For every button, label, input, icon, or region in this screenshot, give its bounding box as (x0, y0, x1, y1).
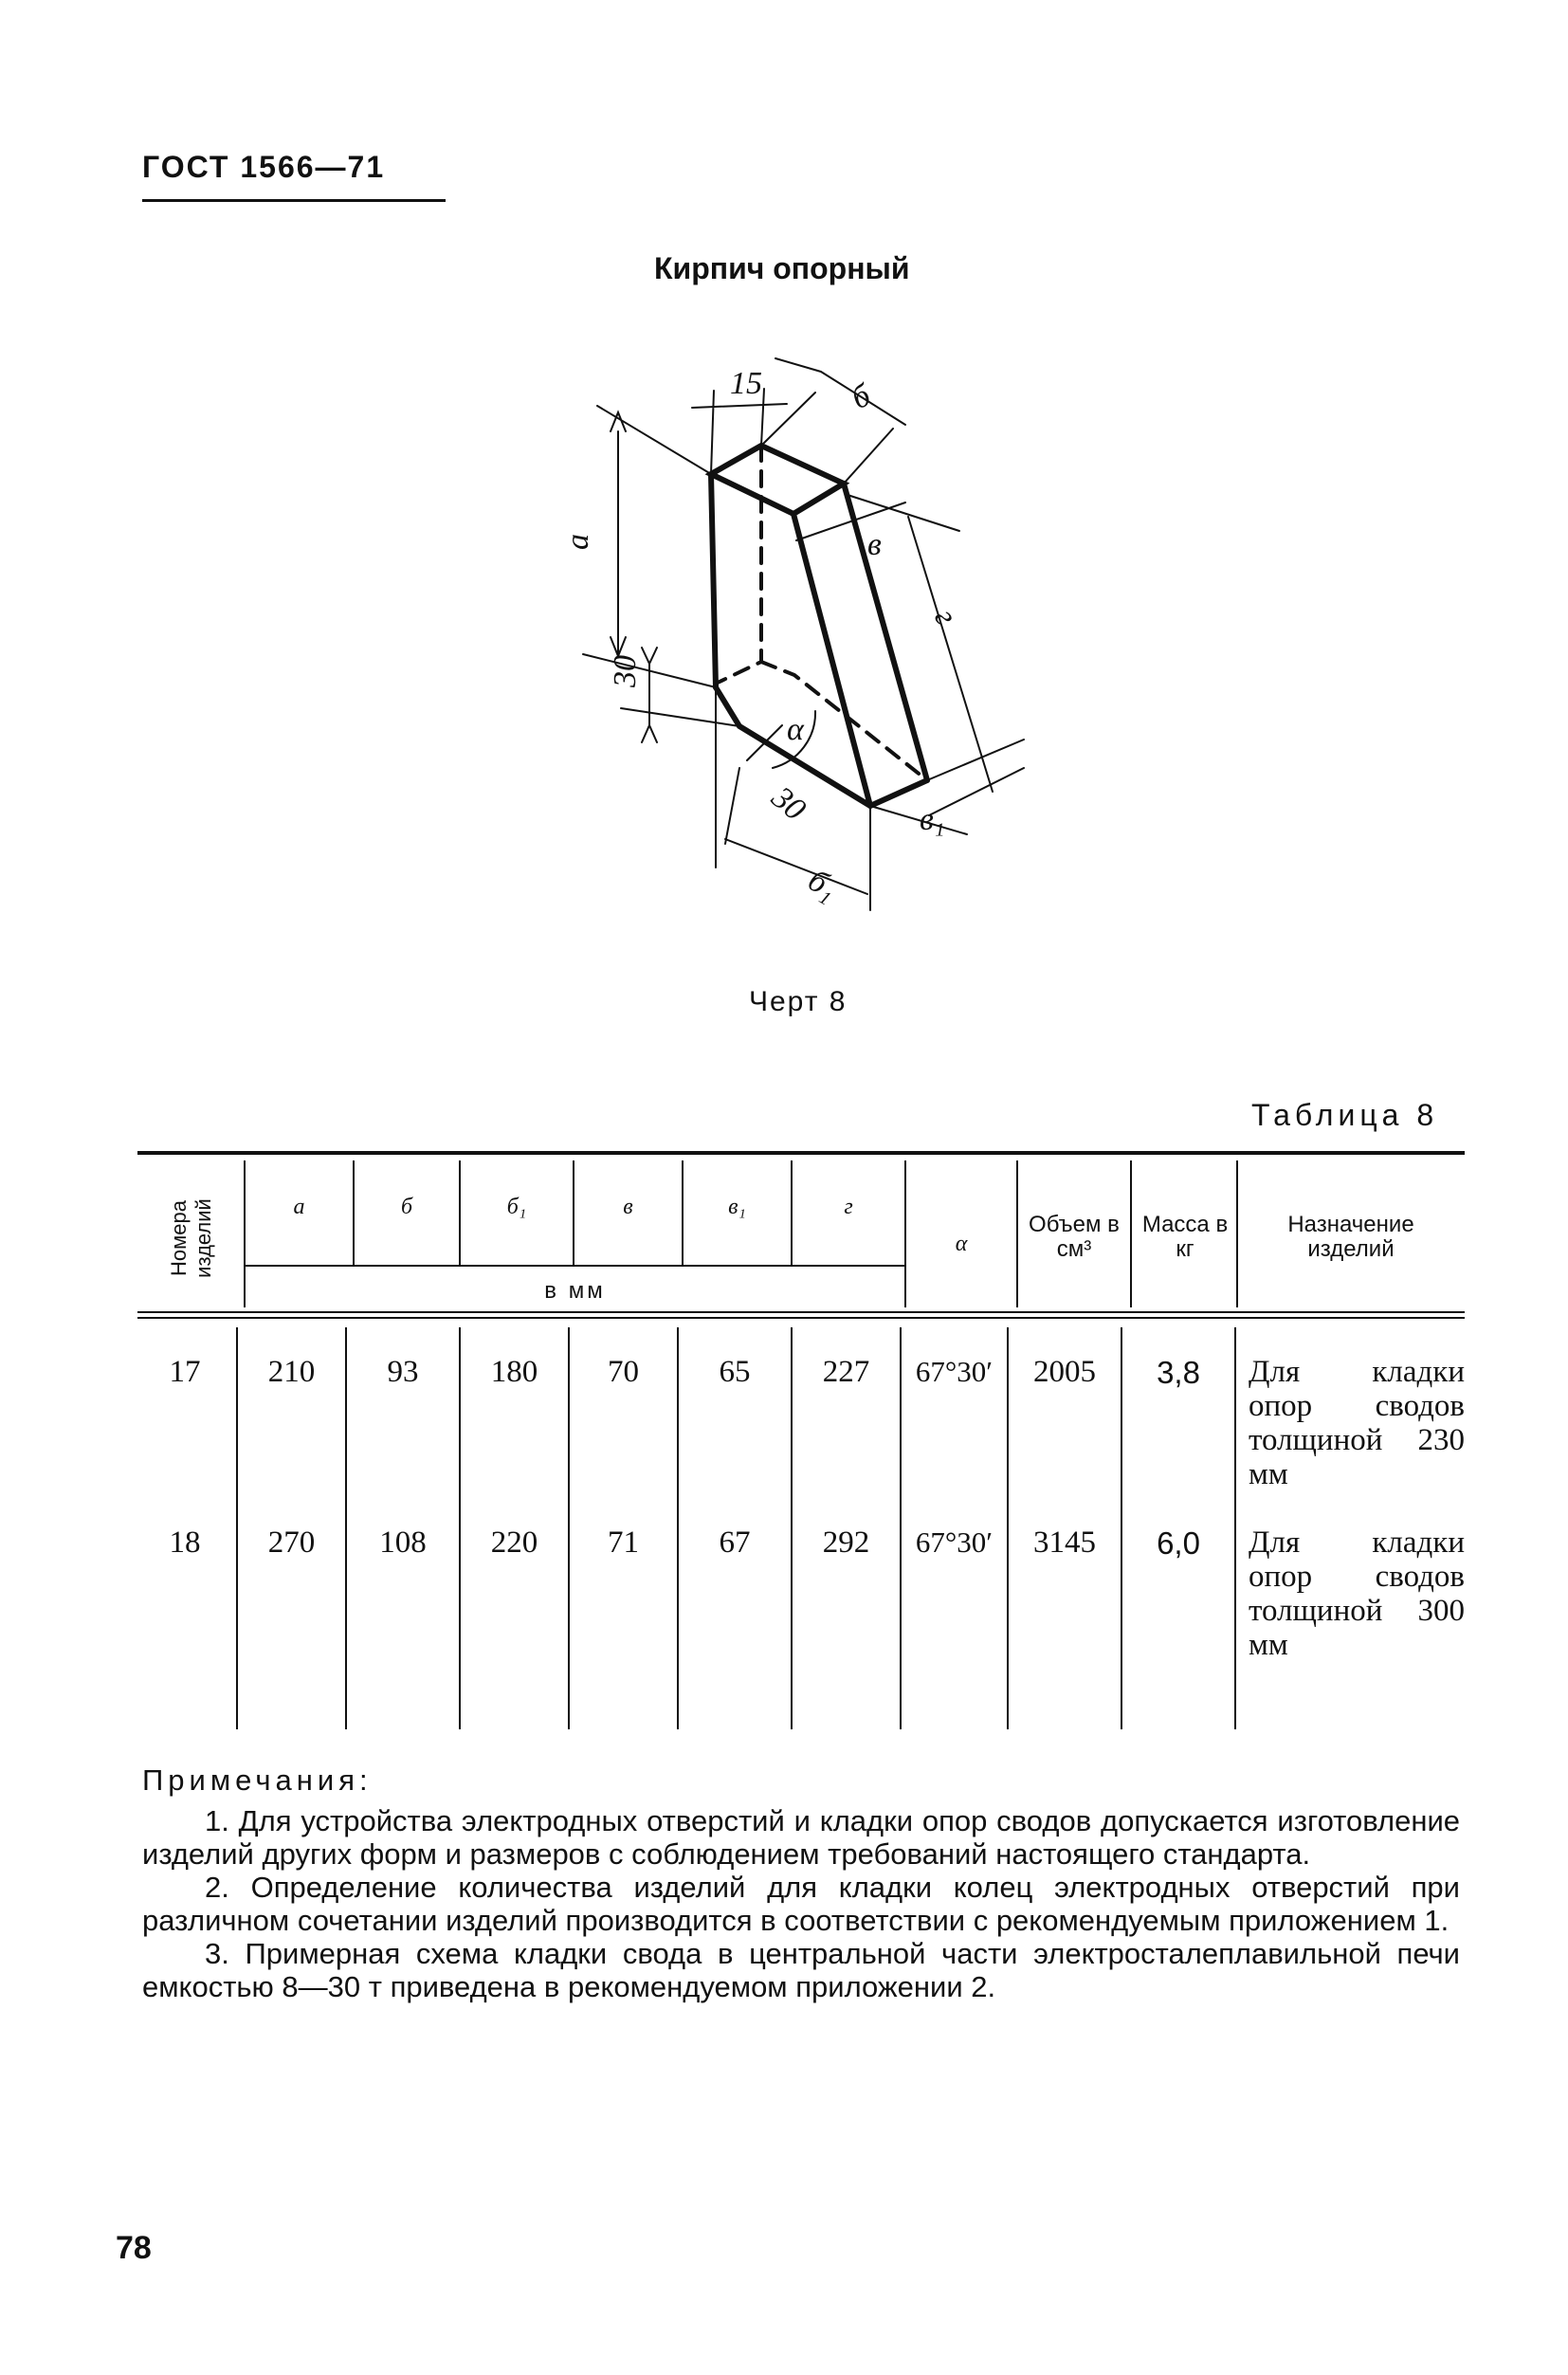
cell-alpha: 67°30′ (915, 1525, 994, 1559)
cell-v: 70 (608, 1355, 639, 1389)
dim-label-b: б (846, 377, 876, 417)
dim-label-alpha: α (787, 712, 804, 747)
cell-a: 210 (267, 1355, 316, 1389)
dim-line-bottom30 (725, 725, 782, 844)
cell-b: 108 (379, 1525, 427, 1560)
cell-a: 270 (267, 1525, 316, 1560)
note-item: 1. Для устройства электродных отверстий и кладки опор сводов допускается изготовление изделий других форм и размеров с соблюдением требований настоящего стандарта. (142, 1804, 1460, 1871)
brick-back-slope (844, 484, 927, 780)
dim-label-b1: б₁ (802, 862, 844, 907)
dim-label-30-bottom: 30 (764, 779, 812, 828)
cell-b1: 180 (490, 1355, 538, 1389)
header-mass: Масса в кг (1141, 1212, 1229, 1262)
brick-top-face (711, 446, 844, 514)
ext-line-base (621, 708, 739, 726)
dim-label-v: в (867, 527, 882, 562)
notes (142, 1763, 1460, 2003)
header-alpha: α (955, 1232, 968, 1256)
header-number: Номера изделий (167, 1198, 215, 1278)
cell-volume: 2005 (1033, 1355, 1096, 1389)
header-a: а (293, 1195, 305, 1219)
header-g: г (844, 1195, 853, 1219)
cell-v: 71 (608, 1525, 639, 1560)
header-v: в (623, 1195, 633, 1219)
dim-label-a: а (560, 534, 595, 550)
cell-volume: 3145 (1033, 1525, 1096, 1560)
header-rule (142, 199, 446, 202)
ext-line-top (597, 406, 711, 474)
standard-header: ГОСТ 1566—71 (142, 150, 386, 184)
dim-label-15: 15 (730, 366, 762, 401)
dim-label-v1: в₁ (920, 802, 945, 837)
brick-base (716, 687, 927, 806)
note-item: 3. Примерная схема кладки свода в центральной части электросталеплавильной печи емкостью 8—30 т приведена в рекомендуемом приложении 2. (142, 1937, 1460, 2003)
figure-title: Кирпич опорный (654, 251, 910, 285)
cell-b1: 220 (490, 1525, 538, 1560)
header-unit: в мм (544, 1278, 606, 1304)
header-b1: б₁ (506, 1195, 527, 1219)
cell-purpose: Для кладки опор сводов толщиной 300 мм (1249, 1525, 1465, 1662)
support-brick-drawing (531, 322, 1062, 967)
row-number: 18 (169, 1525, 201, 1560)
brick-front-slope (793, 514, 870, 806)
dim-line-b1 (725, 839, 867, 894)
dim-label-30-height: 30 (608, 655, 643, 687)
figure-caption: Черт 8 (749, 986, 848, 1017)
cell-mass: 6,0 (1157, 1525, 1200, 1561)
page-number: 78 (116, 2230, 152, 2266)
dim-line-v (848, 495, 959, 531)
header-v1: в₁ (728, 1195, 746, 1219)
cell-g: 227 (822, 1355, 870, 1389)
row-number: 17 (169, 1355, 201, 1389)
cell-purpose: Для кладки опор сводов толщиной 230 мм (1249, 1355, 1465, 1491)
notes-heading: Примечания: (142, 1763, 373, 1797)
brick-left-edge (711, 474, 716, 687)
cell-v1: 67 (719, 1525, 751, 1560)
cell-mass: 3,8 (1157, 1355, 1200, 1390)
cell-alpha: 67°30′ (915, 1355, 994, 1388)
dim-label-g: г (927, 602, 964, 631)
cell-v1: 65 (719, 1355, 751, 1389)
cell-g: 292 (822, 1525, 870, 1560)
table-caption: Таблица 8 (1251, 1098, 1439, 1132)
spec-table (137, 1151, 1465, 1739)
cell-b: 93 (387, 1355, 419, 1389)
header-b: б (400, 1195, 413, 1219)
header-volume: Объем в см³ (1029, 1212, 1120, 1262)
dim-line-15 (692, 389, 787, 474)
dim-line-b (775, 358, 905, 425)
header-purpose: Назначение изделий (1287, 1212, 1414, 1262)
note-item: 2. Определение количества изделий для кладки колец электродных отверстий при различном сочетании изделий производится в соответствии с рекомендуемым приложением 1. (142, 1871, 1460, 1937)
